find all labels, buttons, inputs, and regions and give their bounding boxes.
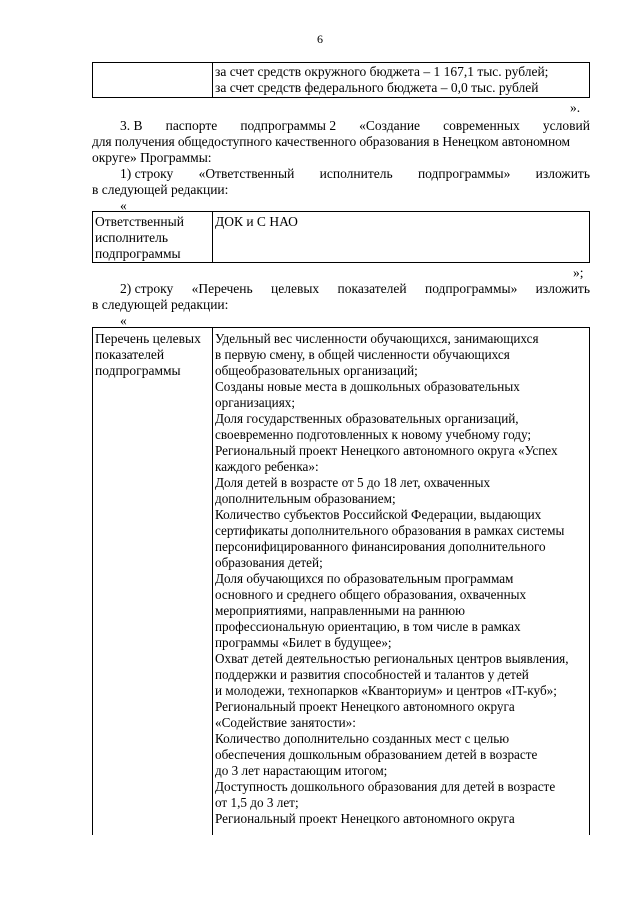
word: современных (443, 118, 520, 133)
label-line: подпрограммы (95, 363, 181, 378)
word: подпрограммы» (417, 166, 511, 181)
word: подпрограммы 2 (240, 118, 337, 133)
item-1-line-2: в следующей редакции: (92, 182, 229, 197)
item-2-line-1 (120, 281, 590, 297)
funding-table-cell (215, 64, 585, 96)
closing-quote: ». (570, 100, 581, 115)
word: «Создание (359, 118, 421, 133)
indicators-table-divider (212, 328, 213, 835)
word: «Ответственный (198, 166, 295, 181)
indicator-line: Региональный проект Ненецкого автономного округа «Успех (215, 443, 558, 458)
word: «Перечень (191, 281, 253, 296)
label-line: подпрограммы (95, 246, 181, 261)
indicator-line: Охват детей деятельностью региональных центров выявления, (215, 651, 569, 666)
word: условий (542, 118, 590, 133)
word: 3. В (120, 118, 143, 133)
indicator-line: Доля обучающихся по образовательным программам (215, 571, 514, 586)
word: паспорте (165, 118, 218, 133)
indicator-line: Количество субъектов Российской Федерации, выдающих (215, 507, 542, 522)
indicator-line: Доля государственных образовательных организаций, (215, 411, 519, 426)
indicator-line: основного и среднего общего образования, охваченных (215, 587, 527, 602)
indicator-line: Количество дополнительно созданных мест с целью (215, 731, 510, 746)
funding-row-federal: за счет средств федерального бюджета – 0,0 тыс. рублей (215, 80, 539, 95)
indicator-line: каждого ребенка»: (215, 459, 319, 474)
responsible-table-divider (212, 212, 213, 262)
indicator-line: до 3 лет нарастающим итогом; (215, 763, 388, 778)
word: 1) строку (120, 166, 174, 181)
indicator-line: Доступность дошкольного образования для детей в возрасте (215, 779, 556, 794)
label-line: показателей (95, 347, 165, 362)
page-number: 6 (317, 32, 323, 46)
indicator-line: сертификаты дополнительного образования в рамках системы (215, 523, 565, 538)
label-line: Перечень целевых (95, 331, 201, 346)
funding-table-divider (212, 63, 213, 97)
label-line: исполнитель (95, 230, 168, 245)
paragraph-3-line-1 (120, 118, 590, 134)
indicator-line: от 1,5 до 3 лет; (215, 795, 299, 810)
item-2-line-2: в следующей редакции: (92, 297, 229, 312)
indicator-line: мероприятиями, направленными на раннюю (215, 603, 465, 618)
funding-row-regional: за счет средств окружного бюджета – 1 167,1 тыс. рублей; (215, 64, 549, 79)
word: целевых (271, 281, 320, 296)
indicator-line: и молодежи, технопарков «Кванториум» и центров «IT-куб»; (215, 683, 557, 698)
paragraph-3-line-2: для получения общедоступного качественного образования в Ненецком автономном (92, 134, 570, 149)
closing-quote: »; (573, 265, 584, 280)
label-line: Ответственный (95, 214, 184, 229)
word: изложить (535, 166, 590, 181)
responsible-table (92, 211, 590, 263)
indicator-line: общеобразовательных организаций; (215, 363, 418, 378)
responsible-value-cell (215, 214, 585, 230)
indicator-line: поддержки и развития способностей и талантов у детей (215, 667, 529, 682)
word: подпрограммы» (424, 281, 518, 296)
word: исполнитель (319, 166, 393, 181)
indicator-line: Доля детей в возрасте от 5 до 18 лет, охваченных (215, 475, 491, 490)
responsible-label-cell (95, 214, 210, 262)
paragraph-3-line-3: округе» Программы: (92, 150, 212, 165)
indicator-line: в первую смену, в общей численности обучающихся (215, 347, 510, 362)
indicator-line: Удельный вес численности обучающихся, занимающихся (215, 331, 539, 346)
opening-quote: « (120, 313, 127, 328)
indicators-label-cell (95, 331, 210, 379)
indicator-line: дополнительным образованием; (215, 491, 396, 506)
opening-quote: « (120, 198, 127, 213)
indicator-line: Региональный проект Ненецкого автономного округа (215, 699, 515, 714)
indicators-value-cell (215, 331, 587, 827)
indicator-line: персонифицированного финансирования дополнительного (215, 539, 546, 554)
indicators-table (92, 327, 590, 835)
indicator-line: образования детей; (215, 555, 323, 570)
indicator-line: Созданы новые места в дошкольных образовательных (215, 379, 520, 394)
item-1-line-1 (120, 166, 590, 182)
indicator-line: программы «Билет в будущее»; (215, 635, 392, 650)
indicator-line: профессиональную ориентацию, в том числе в рамках (215, 619, 521, 634)
responsible-value: ДОК и С НАО (215, 214, 298, 229)
indicator-line: своевременно подготовленных к новому учебному году; (215, 427, 532, 442)
word: 2) строку (120, 281, 174, 296)
indicator-line: Региональный проект Ненецкого автономного округа (215, 811, 515, 826)
word: показателей (337, 281, 407, 296)
funding-table (92, 62, 590, 98)
indicator-line: обеспечения дошкольным образованием детей в возрасте (215, 747, 538, 762)
word: изложить (535, 281, 590, 296)
indicator-line: «Содействие занятости»: (215, 715, 356, 730)
indicator-line: организациях; (215, 395, 296, 410)
